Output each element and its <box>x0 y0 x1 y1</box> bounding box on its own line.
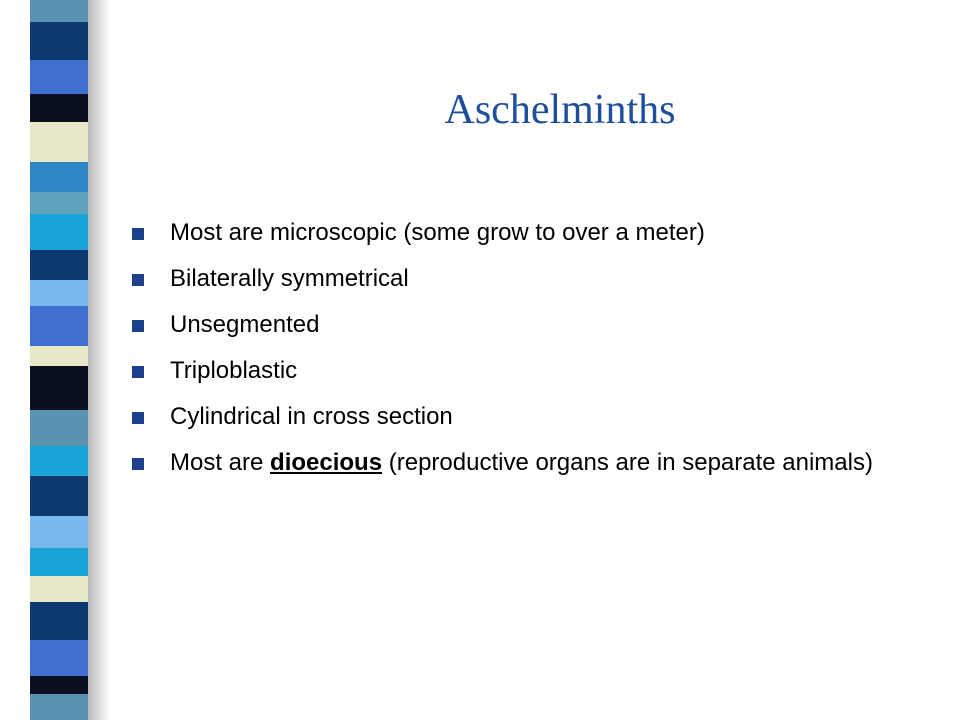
list-item <box>132 354 912 388</box>
band-stripe <box>30 214 88 250</box>
band-stripe <box>30 446 88 476</box>
square-bullet-icon <box>132 412 144 424</box>
square-bullet-icon <box>132 274 144 286</box>
bullet-list <box>132 216 912 492</box>
list-item <box>132 308 912 342</box>
band-stripe <box>30 306 88 346</box>
band-stripe <box>30 280 88 306</box>
square-bullet-icon <box>132 366 144 378</box>
bullet-text: Cylindrical in cross section <box>170 403 453 430</box>
band-stripe <box>30 162 88 192</box>
band-stripe <box>30 60 88 94</box>
band-stripe <box>30 0 88 22</box>
decorative-stripe-band <box>30 0 88 720</box>
band-shadow <box>88 0 110 720</box>
band-stripe <box>30 410 88 446</box>
bullet-text: Unsegmented <box>170 311 320 338</box>
band-stripe <box>30 192 88 214</box>
square-bullet-icon <box>132 228 144 240</box>
band-stripe <box>30 366 88 410</box>
bullet-text: Triploblastic <box>170 357 298 384</box>
list-item <box>132 446 912 480</box>
bullet-text-after: (reproductive organs are in separate animals) <box>382 449 873 476</box>
band-stripe <box>30 516 88 548</box>
square-bullet-icon <box>132 458 144 470</box>
band-stripe <box>30 676 88 694</box>
bullet-text: Bilaterally symmetrical <box>170 265 409 292</box>
list-item <box>132 400 912 434</box>
band-stripe <box>30 548 88 576</box>
list-item <box>132 216 912 250</box>
glossary-term-link[interactable]: dioecious <box>270 449 383 476</box>
band-stripe <box>30 694 88 720</box>
bullet-text-before: Most are <box>170 449 271 476</box>
band-stripe <box>30 94 88 122</box>
list-item <box>132 262 912 296</box>
band-stripe <box>30 640 88 676</box>
band-stripe <box>30 476 88 516</box>
band-stripe <box>30 346 88 366</box>
bullet-text: Most are microscopic (some grow to over a meter) <box>170 219 705 246</box>
band-stripe <box>30 602 88 640</box>
band-stripe <box>30 22 88 60</box>
square-bullet-icon <box>132 320 144 332</box>
band-stripe <box>30 122 88 162</box>
band-stripe <box>30 250 88 280</box>
band-stripe <box>30 576 88 602</box>
slide-title: Aschelminths <box>444 87 676 133</box>
